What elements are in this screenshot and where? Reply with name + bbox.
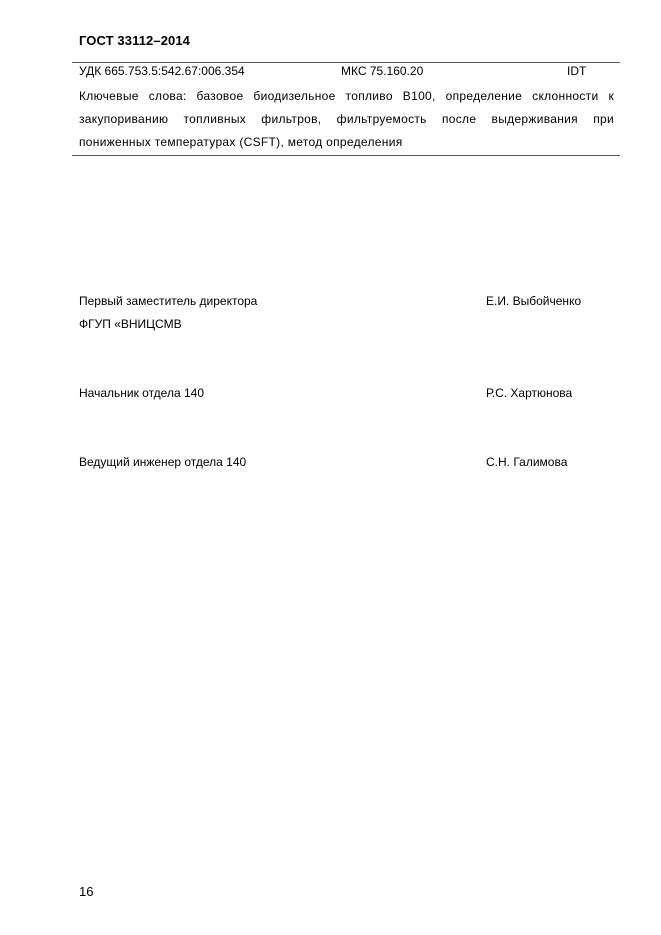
signatory-position: Ведущий инженер отдела 140 — [79, 455, 247, 469]
top-divider — [72, 62, 620, 63]
signatory-name: Е.И. Выбойченко — [486, 294, 582, 308]
bottom-divider — [72, 155, 620, 156]
signatory-name: Р.С. Хартюнова — [486, 386, 573, 400]
idt-mark: IDT — [567, 64, 587, 78]
document-title: ГОСТ 33112–2014 — [79, 33, 191, 48]
signatory-organization: ФГУП «ВНИЦСМВ — [79, 317, 182, 331]
page-number: 16 — [79, 884, 94, 899]
signatory-name: С.Н. Галимова — [486, 455, 568, 469]
classification-row — [79, 64, 609, 82]
mks-code: МКС 75.160.20 — [341, 64, 424, 78]
udk-code: УДК 665.753.5:542.67:006.354 — [79, 64, 245, 78]
keywords-paragraph: Ключевые слова: базовое биодизельное топливо В100, определение склонности к закупориванию топливных фильтров, фильтруемость после выдерживания при пониженных температурах (CSFT), метод определения — [79, 89, 614, 149]
signatory-position: Начальник отдела 140 — [79, 386, 204, 400]
signatory-position: Первый заместитель директора — [79, 294, 258, 308]
